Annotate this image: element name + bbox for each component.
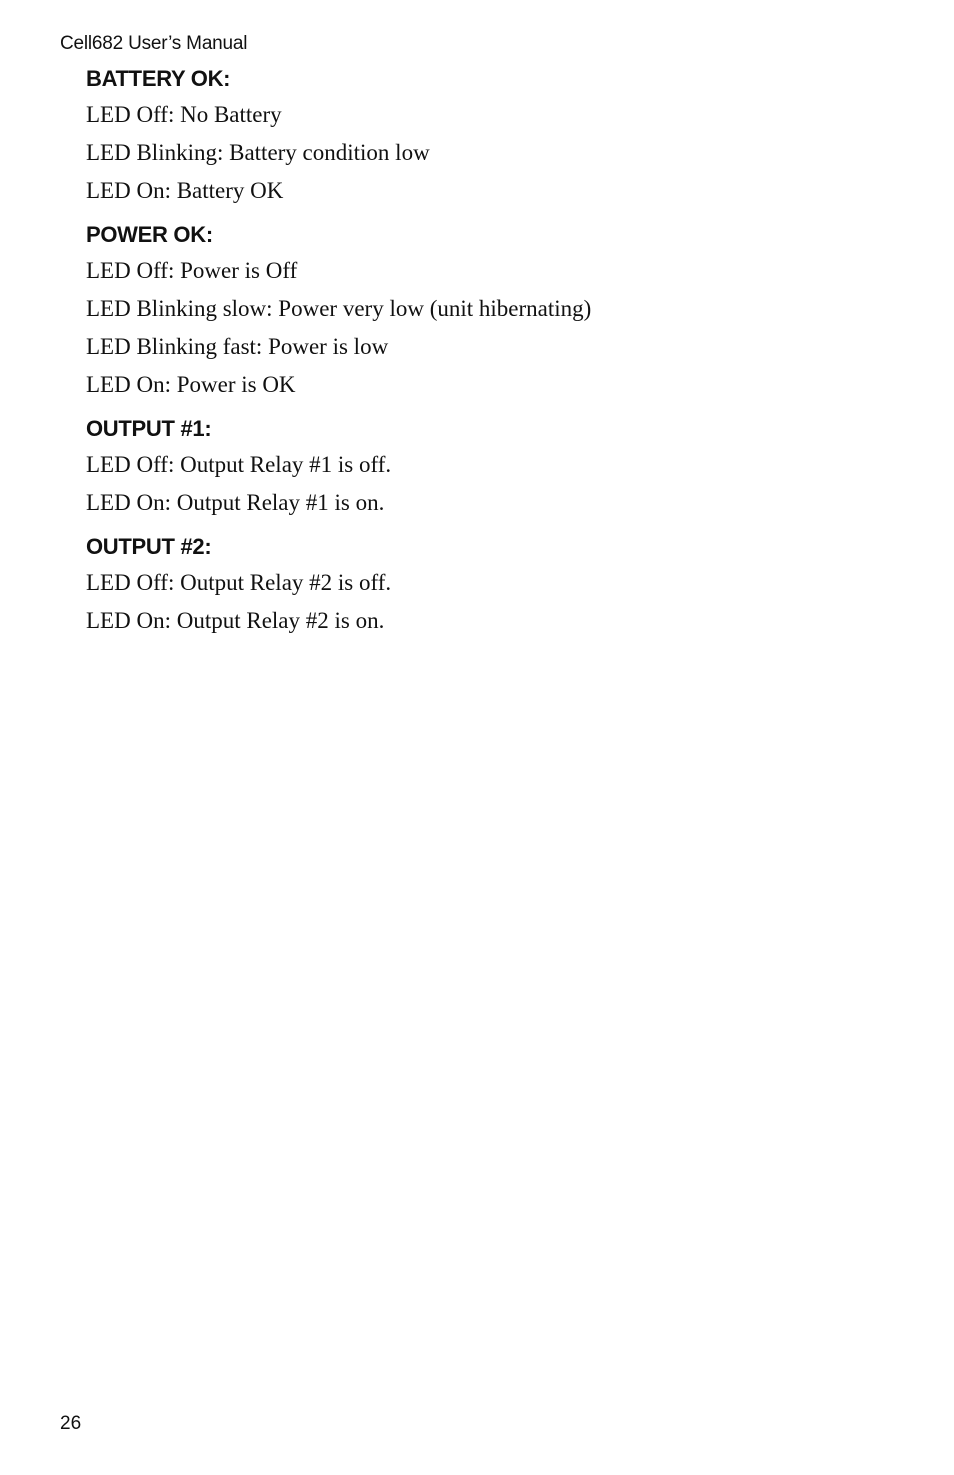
led-status-content: [86, 64, 906, 650]
led-status-line: LED On: Power is OK: [86, 372, 296, 397]
led-status-line: LED Off: No Battery: [86, 102, 282, 127]
led-status-line: LED Off: Output Relay #1 is off.: [86, 452, 392, 477]
led-status-line: LED On: Battery OK: [86, 178, 284, 203]
section-power-ok: [86, 220, 906, 408]
led-status-line: LED Blinking: Battery condition low: [86, 140, 430, 165]
led-status-line: LED Off: Power is Off: [86, 258, 298, 283]
running-header: Cell682 User’s Manual: [60, 33, 248, 54]
section-heading: OUTPUT #2:: [86, 534, 212, 559]
section-output-1: [86, 414, 906, 526]
section-output-2: [86, 532, 906, 644]
page-number: 26: [60, 1413, 82, 1434]
section-heading: BATTERY OK:: [86, 66, 231, 91]
section-battery-ok: [86, 64, 906, 214]
led-status-line: LED Off: Output Relay #2 is off.: [86, 570, 392, 595]
led-status-line: LED On: Output Relay #1 is on.: [86, 490, 385, 515]
section-heading: POWER OK:: [86, 222, 213, 247]
led-status-line: LED On: Output Relay #2 is on.: [86, 608, 385, 633]
led-status-line: LED Blinking fast: Power is low: [86, 334, 389, 359]
led-status-line: LED Blinking slow: Power very low (unit hibernating): [86, 296, 592, 321]
section-heading: OUTPUT #1:: [86, 416, 212, 441]
